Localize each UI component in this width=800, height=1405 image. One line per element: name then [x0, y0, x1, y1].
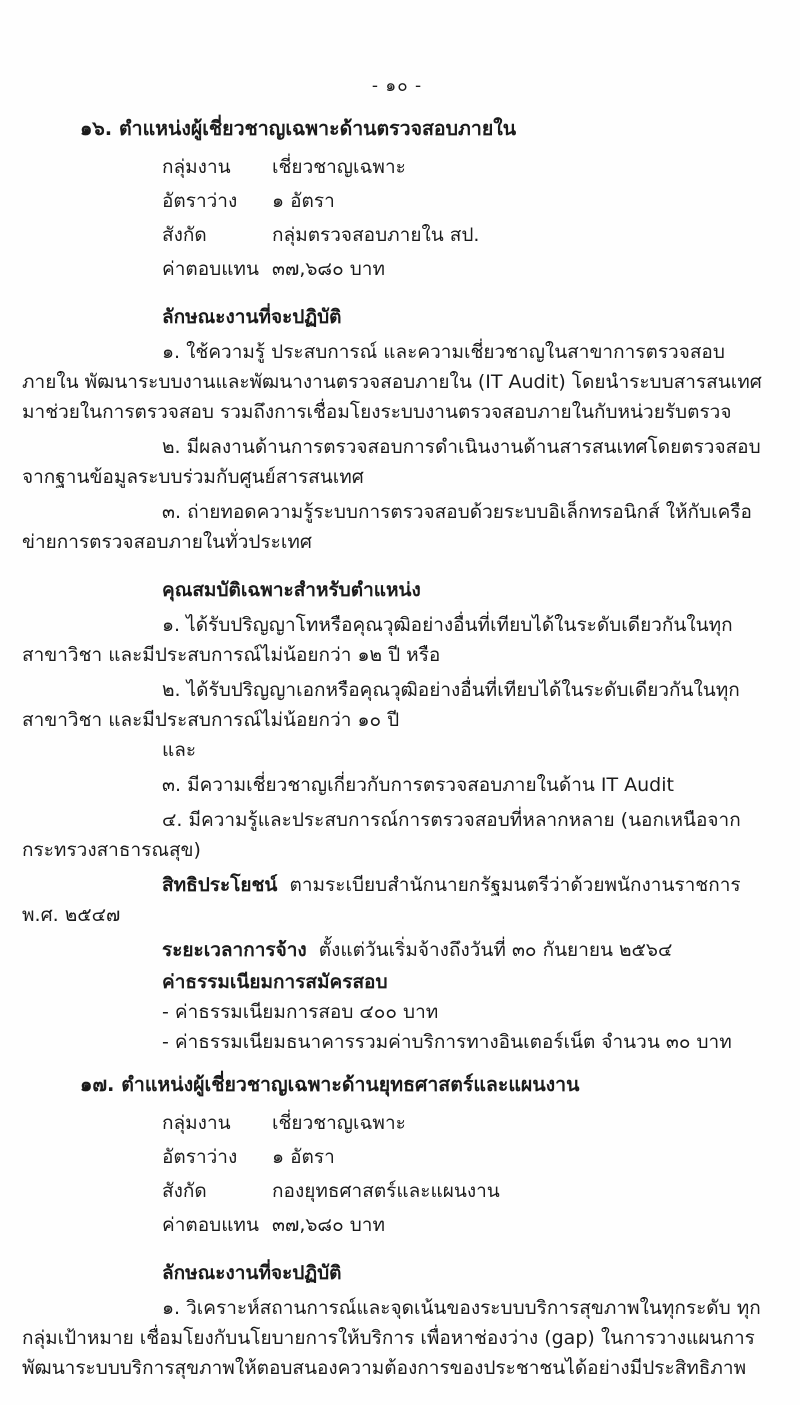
field-row-workgroup: [162, 150, 772, 184]
qualification-paragraph-3: ๓. มีความเชี่ยวชาญเกี่ยวกับการตรวจสอบภายในด้าน IT Audit: [162, 774, 674, 796]
field-row-affiliation: [162, 218, 772, 252]
section-16-fields: [162, 150, 772, 286]
qualification-paragraph-4: ๔. มีความรู้และประสบการณ์การตรวจสอบที่หลากหลาย (นอกเหนือจากกระทรวงสาธารณสุข): [22, 809, 741, 861]
fee-item-2: - ค่าธรรมเนียมธนาคารรวมค่าบริการทางอินเตอร์เน็ต จำนวน ๓๐ บาท: [162, 1031, 732, 1053]
field-label: อัตราว่าง: [162, 1146, 238, 1168]
employment-label: ระยะเวลาการจ้าง: [162, 939, 307, 961]
section-16-title: ๑๖. ตำแหน่งผู้เชี่ยวชาญเฉพาะด้านตรวจสอบภายใน: [80, 117, 517, 140]
field-label: ค่าตอบแทน: [162, 1214, 259, 1236]
field-label: กลุ่มงาน: [162, 1112, 231, 1134]
field-row-workgroup: [162, 1106, 772, 1140]
qualification-paragraph-2: ๒. ได้รับปริญญาเอกหรือคุณวุฒิอย่างอื่นที่เทียบได้ในระดับเดียวกันในทุกสาขาวิชา และมีประสบการณ์ไม่น้อยกว่า ๑๐ ปี: [22, 679, 740, 731]
qualifications-heading: คุณสมบัติเฉพาะสำหรับตำแหน่ง: [162, 579, 421, 601]
field-value: เชี่ยวชาญเฉพาะ: [272, 156, 406, 178]
section-17: [22, 1069, 772, 1383]
field-value: ๑ อัตรา: [272, 1146, 335, 1168]
connector-and: และ: [162, 739, 197, 761]
benefits-line: [22, 870, 772, 930]
field-row-compensation: [162, 252, 772, 286]
employment-line: [22, 935, 772, 965]
field-label: สังกัด: [162, 224, 207, 246]
field-value: กลุ่มตรวจสอบภายใน สป.: [272, 224, 480, 246]
field-value: ๑ อัตรา: [272, 190, 335, 212]
benefits-label: สิทธิประโยชน์: [162, 874, 278, 896]
duties-heading: ลักษณะงานที่จะปฏิบัติ: [162, 306, 342, 328]
field-value: ๓๗,๖๘๐ บาท: [272, 1214, 385, 1236]
benefits-text: ตามระเบียบสำนักนายกรัฐมนตรีว่าด้วยพนักงานราชการ พ.ศ. ๒๕๔๗: [22, 874, 741, 926]
employment-text: ตั้งแต่วันเริ่มจ้างถึงวันที่ ๓๐ กันยายน ๒๕๖๔: [318, 939, 673, 961]
duty-paragraph-2: ๒. มีผลงานด้านการตรวจสอบการดำเนินงานด้านสารสนเทศโดยตรวจสอบจากฐานข้อมูลระบบร่วมกับศูนย์สารสนเทศ: [22, 436, 761, 488]
field-label: ค่าตอบแทน: [162, 258, 259, 280]
field-value: กองยุทธศาสตร์และแผนงาน: [272, 1180, 500, 1202]
field-label: สังกัด: [162, 1180, 207, 1202]
field-label: อัตราว่าง: [162, 190, 238, 212]
fee-heading: ค่าธรรมเนียมการสมัครสอบ: [162, 971, 388, 993]
page-number: - ๑๐ -: [371, 76, 423, 96]
section-17-fields: [162, 1106, 772, 1242]
field-row-compensation: [162, 1208, 772, 1242]
duties-heading: ลักษณะงานที่จะปฏิบัติ: [162, 1262, 342, 1284]
field-row-vacancy: [162, 184, 772, 218]
section-17-title: ๑๗. ตำแหน่งผู้เชี่ยวชาญเฉพาะด้านยุทธศาสตร์และแผนงาน: [80, 1073, 580, 1096]
section-16: [22, 113, 772, 1057]
duty-paragraph-1: ๑. วิเคราะห์สถานการณ์และจุดเน้นของระบบบริการสุขภาพในทุกระดับ ทุกกลุ่มเป้าหมาย เชื่อมโยงกับนโยบายการให้บริการ เพื่อหาช่องว่าง (gap) ในการวางแผนการพัฒนาระบบบริการสุขภาพให้ตอบสนองความต้องการของประชาชนได้อย่างมีประสิทธิภาพ: [22, 1297, 761, 1379]
field-value: ๓๗,๖๘๐ บาท: [272, 258, 385, 280]
qualification-paragraph-1: ๑. ได้รับปริญญาโทหรือคุณวุฒิอย่างอื่นที่เทียบได้ในระดับเดียวกันในทุกสาขาวิชา และมีประสบการณ์ไม่น้อยกว่า ๑๒ ปี หรือ: [22, 614, 733, 666]
duty-paragraph-3: ๓. ถ่ายทอดความรู้ระบบการตรวจสอบด้วยระบบอิเล็กทรอนิกส์ ให้กับเครือข่ายการตรวจสอบภายในทั่วประเทศ: [22, 501, 752, 553]
field-row-affiliation: [162, 1174, 772, 1208]
fee-item-1: - ค่าธรรมเนียมการสอบ ๔๐๐ บาท: [162, 1001, 439, 1023]
duty-paragraph-1: ๑. ใช้ความรู้ ประสบการณ์ และความเชี่ยวชาญในสาขาการตรวจสอบภายใน พัฒนาระบบงานและพัฒนางานตรวจสอบภายใน (IT Audit) โดยนำระบบสารสนเทศมาช่วยในการตรวจสอบ รวมถึงการเชื่อมโยงระบบงานตรวจสอบภายในกับหน่วยรับตรวจ: [22, 341, 762, 423]
field-value: เชี่ยวชาญเฉพาะ: [272, 1112, 406, 1134]
field-label: กลุ่มงาน: [162, 156, 231, 178]
field-row-vacancy: [162, 1140, 772, 1174]
